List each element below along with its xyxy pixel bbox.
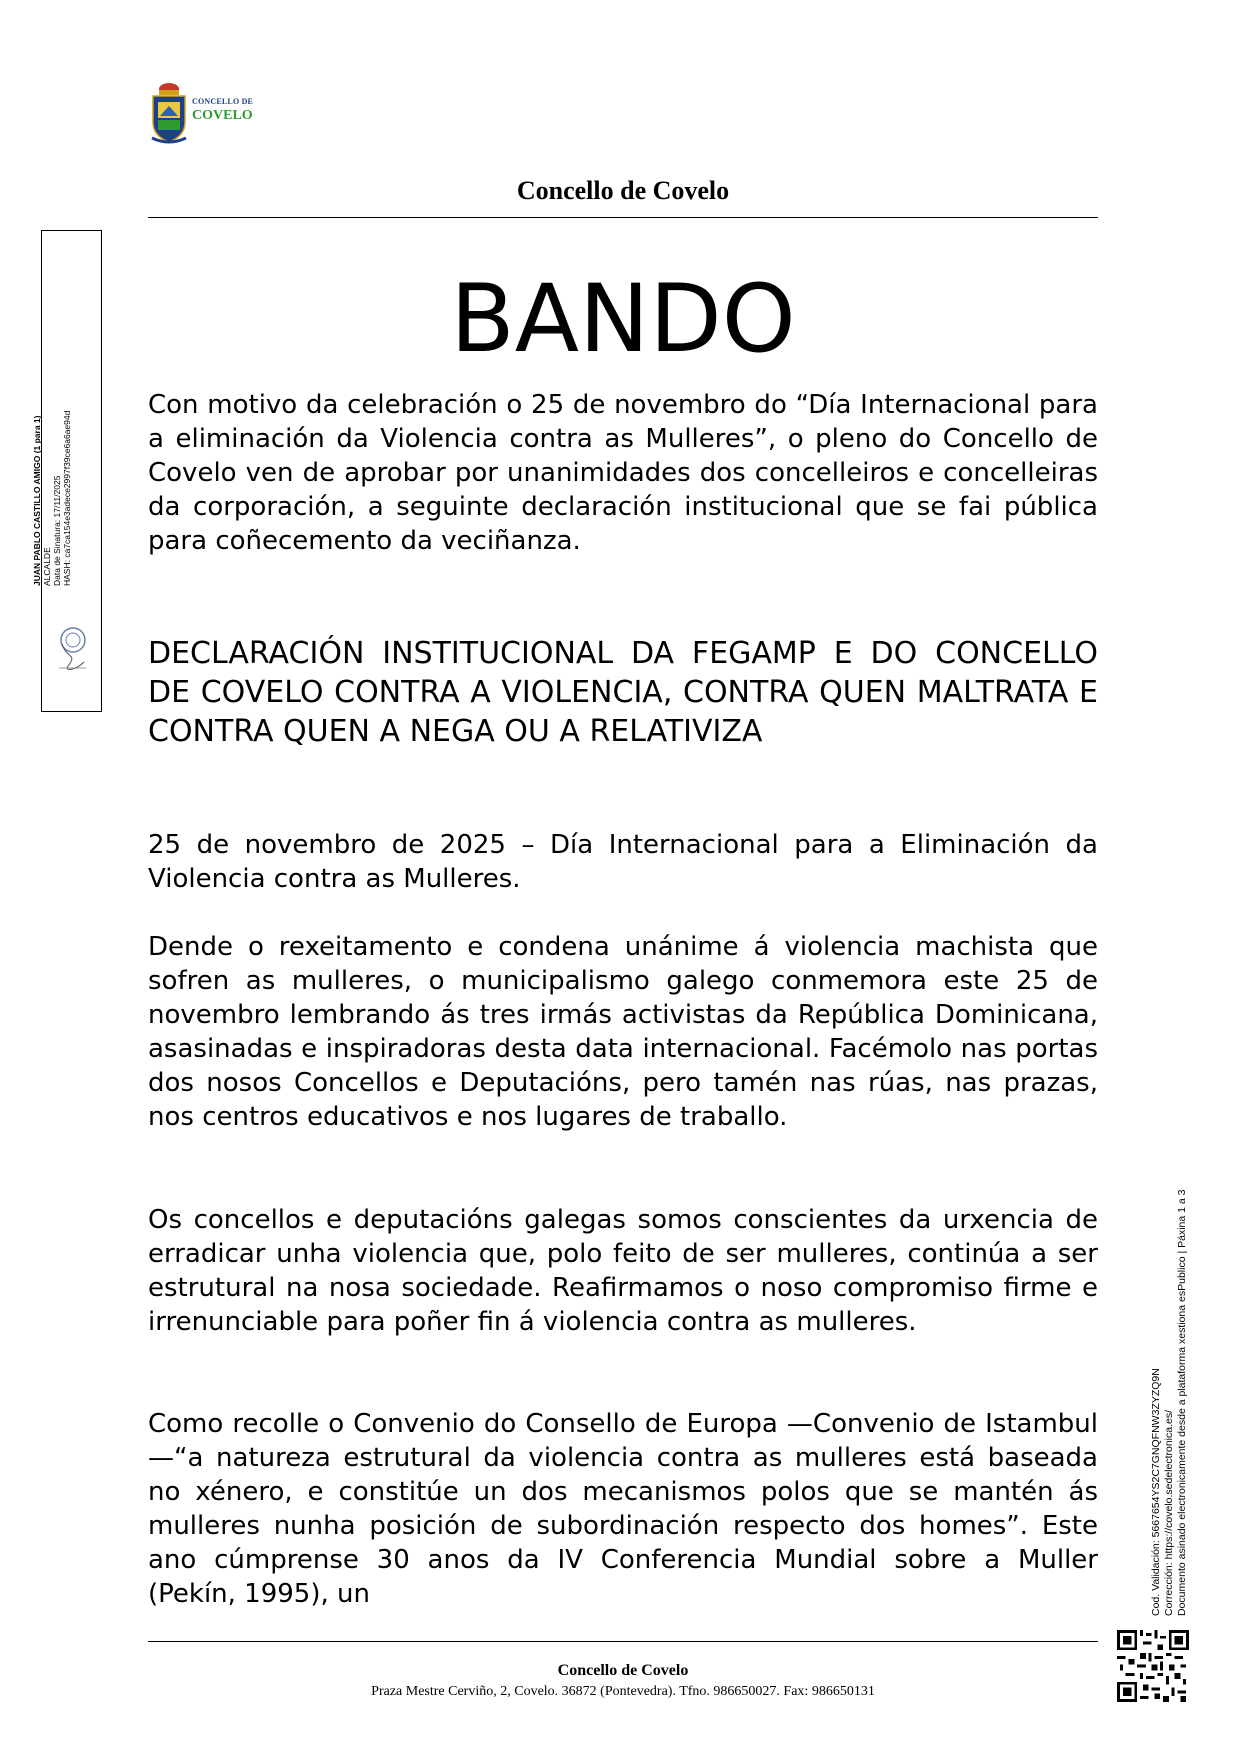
body-paragraph: 25 de novembro de 2025 – Día Internacional para a Eliminación da Violencia contra as Mulleres. <box>148 830 1098 894</box>
body-paragraph: Os concellos e deputacións galegas somos conscientes da urxencia de erradicar unha violencia que, polo feito de ser mulleres, continúa a ser estrutural na nosa sociedade. Reafirmamos o noso compromiso firme e irrenunciable para poñer fin á violencia contra as mulleres. <box>148 1205 1098 1337</box>
footer-name: Concello de Covelo <box>557 1662 689 1679</box>
coat-of-arms-icon <box>148 80 190 146</box>
body-paragraph: Como recolle o Convenio do Consello de Europa —Convenio de Istambul —“a natureza estrutural da violencia contra as mulleres está baseada no xénero, e constitúe un dos mecanismos polos que se mantén ás mulleres nunha posición de subordinación respecto dos homes”. Este ano cúmprense 30 anos da IV Conferencia Mundial sobre a Muller (Pekín, 1995), un <box>148 1409 1098 1609</box>
document-heading: BANDO <box>450 265 796 374</box>
footer-address: Praza Mestre Cerviño, 2, Covelo. 36872 (Pontevedra). Tfno. 986650027. Fax: 986650131 <box>371 1684 875 1699</box>
signer-role: ALCALDE <box>42 547 52 586</box>
logo-text-main: COVELO <box>192 108 253 123</box>
declaration-title: DECLARACIÓN INSTITUCIONAL DA FEGAMP E DO CONCELLO DE COVELO CONTRA A VIOLENCIA, CONTRA QUEN MALTRATA E CONTRA QUEN A NEGA OU A RELATIVIZA <box>148 636 1098 749</box>
intro-paragraph: Con motivo da celebración o 25 de novembro do “Día Internacional para a eliminación da Violencia contra as Mulleres”, o pleno do Concello de Covelo ven de aprobar por unanimidades dos concelleiros e concelleiras da corporación, a seguinte declaración institucional que se fai pública para coñecemento da veciñanza. <box>148 390 1098 556</box>
qr-code-icon[interactable] <box>1117 1630 1189 1702</box>
validation-code: Cod. Validación: 5667654YS2C7GNQFNW3ZYZQ9N <box>1150 1368 1162 1616</box>
signature-seal-icon <box>56 624 90 676</box>
logo-text-top: CONCELLO DE <box>192 97 254 106</box>
page-header-title: Concello de Covelo <box>516 176 730 205</box>
signature-hash: HASH: ca7ca154e3adece2997f39ce6a6ae94d <box>62 410 72 586</box>
verification-url: Corrección: https://covelo.sedelectronica.es/ <box>1163 1409 1175 1616</box>
municipal-logo <box>148 80 268 150</box>
header-divider <box>148 217 1098 218</box>
signer-name: JUAN PABLO CASTILLO AMIGO (1 para 1) <box>32 415 42 586</box>
signature-date: Data de Sinatura: 17/11/2025 <box>52 475 62 586</box>
document-page-info: Documento asinado electronicamente desde a plataforma xestiona esPublico | Páxina 1 a 3 <box>1176 1189 1188 1616</box>
footer-divider <box>148 1641 1098 1642</box>
body-paragraph: Dende o rexeitamento e condena unánime á violencia machista que sofren as mulleres, o municipalismo galego conmemora este 25 de novembro lembrando ás tres irmás activistas da República Dominicana, asasinadas e inspiradoras desta data internacional. Facémolo nas portas dos nosos Concellos e Deputacións, pero tamén nas rúas, nas prazas, nos centros educativos e nos lugares de traballo. <box>148 932 1098 1132</box>
